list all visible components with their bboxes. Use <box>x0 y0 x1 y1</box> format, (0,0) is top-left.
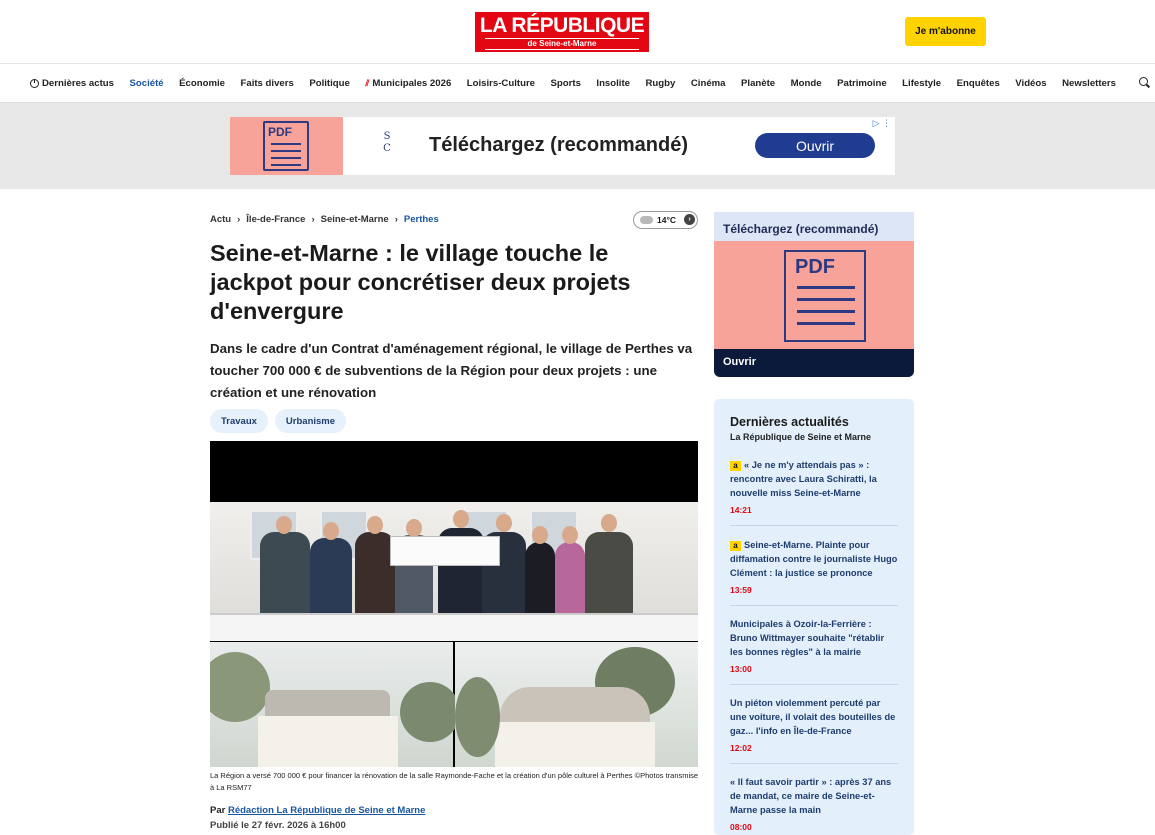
subscribe-button[interactable]: Je m'abonne <box>905 17 986 46</box>
ad-pdf-panel <box>230 117 343 175</box>
tag-urbanisme[interactable]: Urbanisme <box>275 409 346 433</box>
premium-badge-icon: a <box>730 461 741 471</box>
search-icon[interactable] <box>1139 77 1148 86</box>
nav-item-faits-divers[interactable]: Faits divers <box>240 77 294 89</box>
article-lead: Dans le cadre d'un Contrat d'aménagement régional, le village de Perthes va toucher 700 000 € de subventions de la Région pour deux projets : une création et une rénovation <box>210 341 693 400</box>
article-title: Seine-et-Marne : le village touche le jackpot pour concrétiser deux projets d'envergure <box>210 240 631 324</box>
sidebar-ad[interactable] <box>714 212 914 377</box>
photo-group-cheque <box>210 502 698 641</box>
news-headline[interactable]: « Je ne m'y attendais pas » : rencontre avec Laura Schiratti, la nouvelle miss Seine-et-Marne <box>730 460 877 498</box>
breadcrumb-separator: › <box>237 214 241 225</box>
news-headline[interactable]: Municipales à Ozoir-la-Ferrière : Bruno Wittmayer souhaite "rétablir les bonnes règles" à la mairie <box>730 619 885 657</box>
news-time: 12:02 <box>730 743 752 753</box>
news-time: 13:59 <box>730 585 752 595</box>
adchoices-icon[interactable]: ▷ ⋮ <box>872 118 891 128</box>
breadcrumb-separator: › <box>311 214 315 225</box>
nav-item-enquetes[interactable]: Enquêtes <box>956 77 1000 89</box>
news-time: 13:00 <box>730 664 752 674</box>
breadcrumb-separator: › <box>394 214 398 225</box>
photo-caption: La Région a versé 700 000 € pour financer la rénovation de la salle Raymonde-Fache et la création d'un pôle culturel à Perthes ©Photos transmise à La RSM77 <box>210 771 699 792</box>
breadcrumb <box>210 214 445 225</box>
ad-open-button[interactable]: Ouvrir <box>755 133 875 158</box>
news-item[interactable] <box>730 538 898 606</box>
pdf-document-icon <box>263 121 309 171</box>
breadcrumb-item-ile-de-france[interactable]: Île-de-France <box>246 214 306 225</box>
nav-item-planete[interactable]: Planète <box>741 77 776 89</box>
news-time: 08:00 <box>730 822 752 832</box>
sidebar-ad-title[interactable]: Téléchargez (recommandé) <box>723 222 879 236</box>
news-item[interactable] <box>730 696 898 764</box>
nav-item-politique[interactable]: Politique <box>309 77 350 89</box>
news-item[interactable] <box>730 775 898 834</box>
pdf-document-icon <box>784 250 866 342</box>
nav-item-rugby[interactable]: Rugby <box>645 77 676 89</box>
article-tags <box>210 409 353 433</box>
author-link[interactable]: Rédaction La République de Seine et Marne <box>227 805 426 816</box>
article-photo[interactable] <box>210 441 698 767</box>
logo-subtitle: de Seine-et-Marne <box>485 38 639 50</box>
sidebar-ad-image <box>714 241 914 349</box>
nav-item-videos[interactable]: Vidéos <box>1015 77 1047 89</box>
cheque <box>390 536 500 566</box>
news-item[interactable] <box>730 617 898 685</box>
byline <box>210 805 425 816</box>
partly-cloudy-icon <box>640 216 653 224</box>
news-time: 14:21 <box>730 505 752 515</box>
site-logo[interactable] <box>475 12 649 52</box>
nav-item-insolite[interactable]: Insolite <box>596 77 630 89</box>
byline-prefix: Par <box>210 805 226 816</box>
photo-rendering-right <box>455 642 698 767</box>
nav-item-monde[interactable]: Monde <box>790 77 822 89</box>
nav-item-dernieres-actus[interactable] <box>30 78 114 89</box>
news-headline[interactable]: Seine-et-Marne. Plainte pour diffamation contre le journaliste Hugo Clément : la justice se prononce <box>730 540 898 578</box>
pdf-label: PDF <box>795 256 835 278</box>
breadcrumb-item-actu[interactable]: Actu <box>210 214 232 225</box>
nav-item-patrimoine[interactable]: Patrimoine <box>837 77 887 89</box>
nav-item-economie[interactable]: Économie <box>179 77 225 89</box>
news-headline[interactable]: « Il faut savoir partir » : après 37 ans de mandat, ce maire de Seine-et-Marne passe la main <box>730 777 892 815</box>
premium-badge-icon: a <box>730 541 741 551</box>
advertiser-logo: S C <box>383 131 391 154</box>
nav-item-loisirs-culture[interactable]: Loisirs-Culture <box>466 77 536 89</box>
tag-travaux[interactable]: Travaux <box>210 409 268 433</box>
weather-widget[interactable] <box>633 211 698 229</box>
ad-band <box>0 103 1155 189</box>
news-item[interactable] <box>730 458 898 526</box>
top-ad-banner[interactable] <box>230 117 895 175</box>
nav-item-cinema[interactable]: Cinéma <box>690 77 726 89</box>
chevron-right-icon: › <box>684 214 695 225</box>
nav-item-lifestyle[interactable]: Lifestyle <box>902 77 942 89</box>
election-icon: ⫽ <box>365 77 370 88</box>
sidebar-ad-open-button[interactable]: Ouvrir <box>714 349 914 377</box>
nav-label: Municipales 2026 <box>372 77 452 89</box>
news-headline[interactable]: Un piéton violemment percuté par une voiture, il volait des bouteilles de gaz... l'info en Île-de-France <box>730 698 896 736</box>
breadcrumb-item-perthes[interactable]: Perthes <box>403 214 439 225</box>
publish-date: Publié le 27 févr. 2026 à 16h00 <box>210 820 346 831</box>
nav-item-newsletters[interactable]: Newsletters <box>1062 77 1116 89</box>
main-nav <box>0 64 1155 103</box>
pdf-label: PDF <box>268 125 292 139</box>
logo-title: LA RÉPUBLIQUE <box>479 14 645 37</box>
clock-icon <box>30 79 39 88</box>
nav-item-societe[interactable]: Société <box>129 77 164 89</box>
nav-item-municipales[interactable] <box>365 78 451 89</box>
latest-news-title: Dernières actualités <box>730 415 849 429</box>
latest-news-subtitle: La République de Seine et Marne <box>730 432 872 442</box>
nav-label: Dernières actus <box>42 77 114 89</box>
ad-headline[interactable]: Téléchargez (recommandé) <box>429 134 688 156</box>
breadcrumb-item-seine-et-marne[interactable]: Seine-et-Marne <box>320 214 389 225</box>
weather-temperature: 14°C <box>657 215 676 225</box>
latest-news-panel <box>714 399 914 835</box>
nav-item-sports[interactable]: Sports <box>550 77 581 89</box>
photo-rendering-left <box>210 642 453 767</box>
site-header <box>0 0 1155 64</box>
